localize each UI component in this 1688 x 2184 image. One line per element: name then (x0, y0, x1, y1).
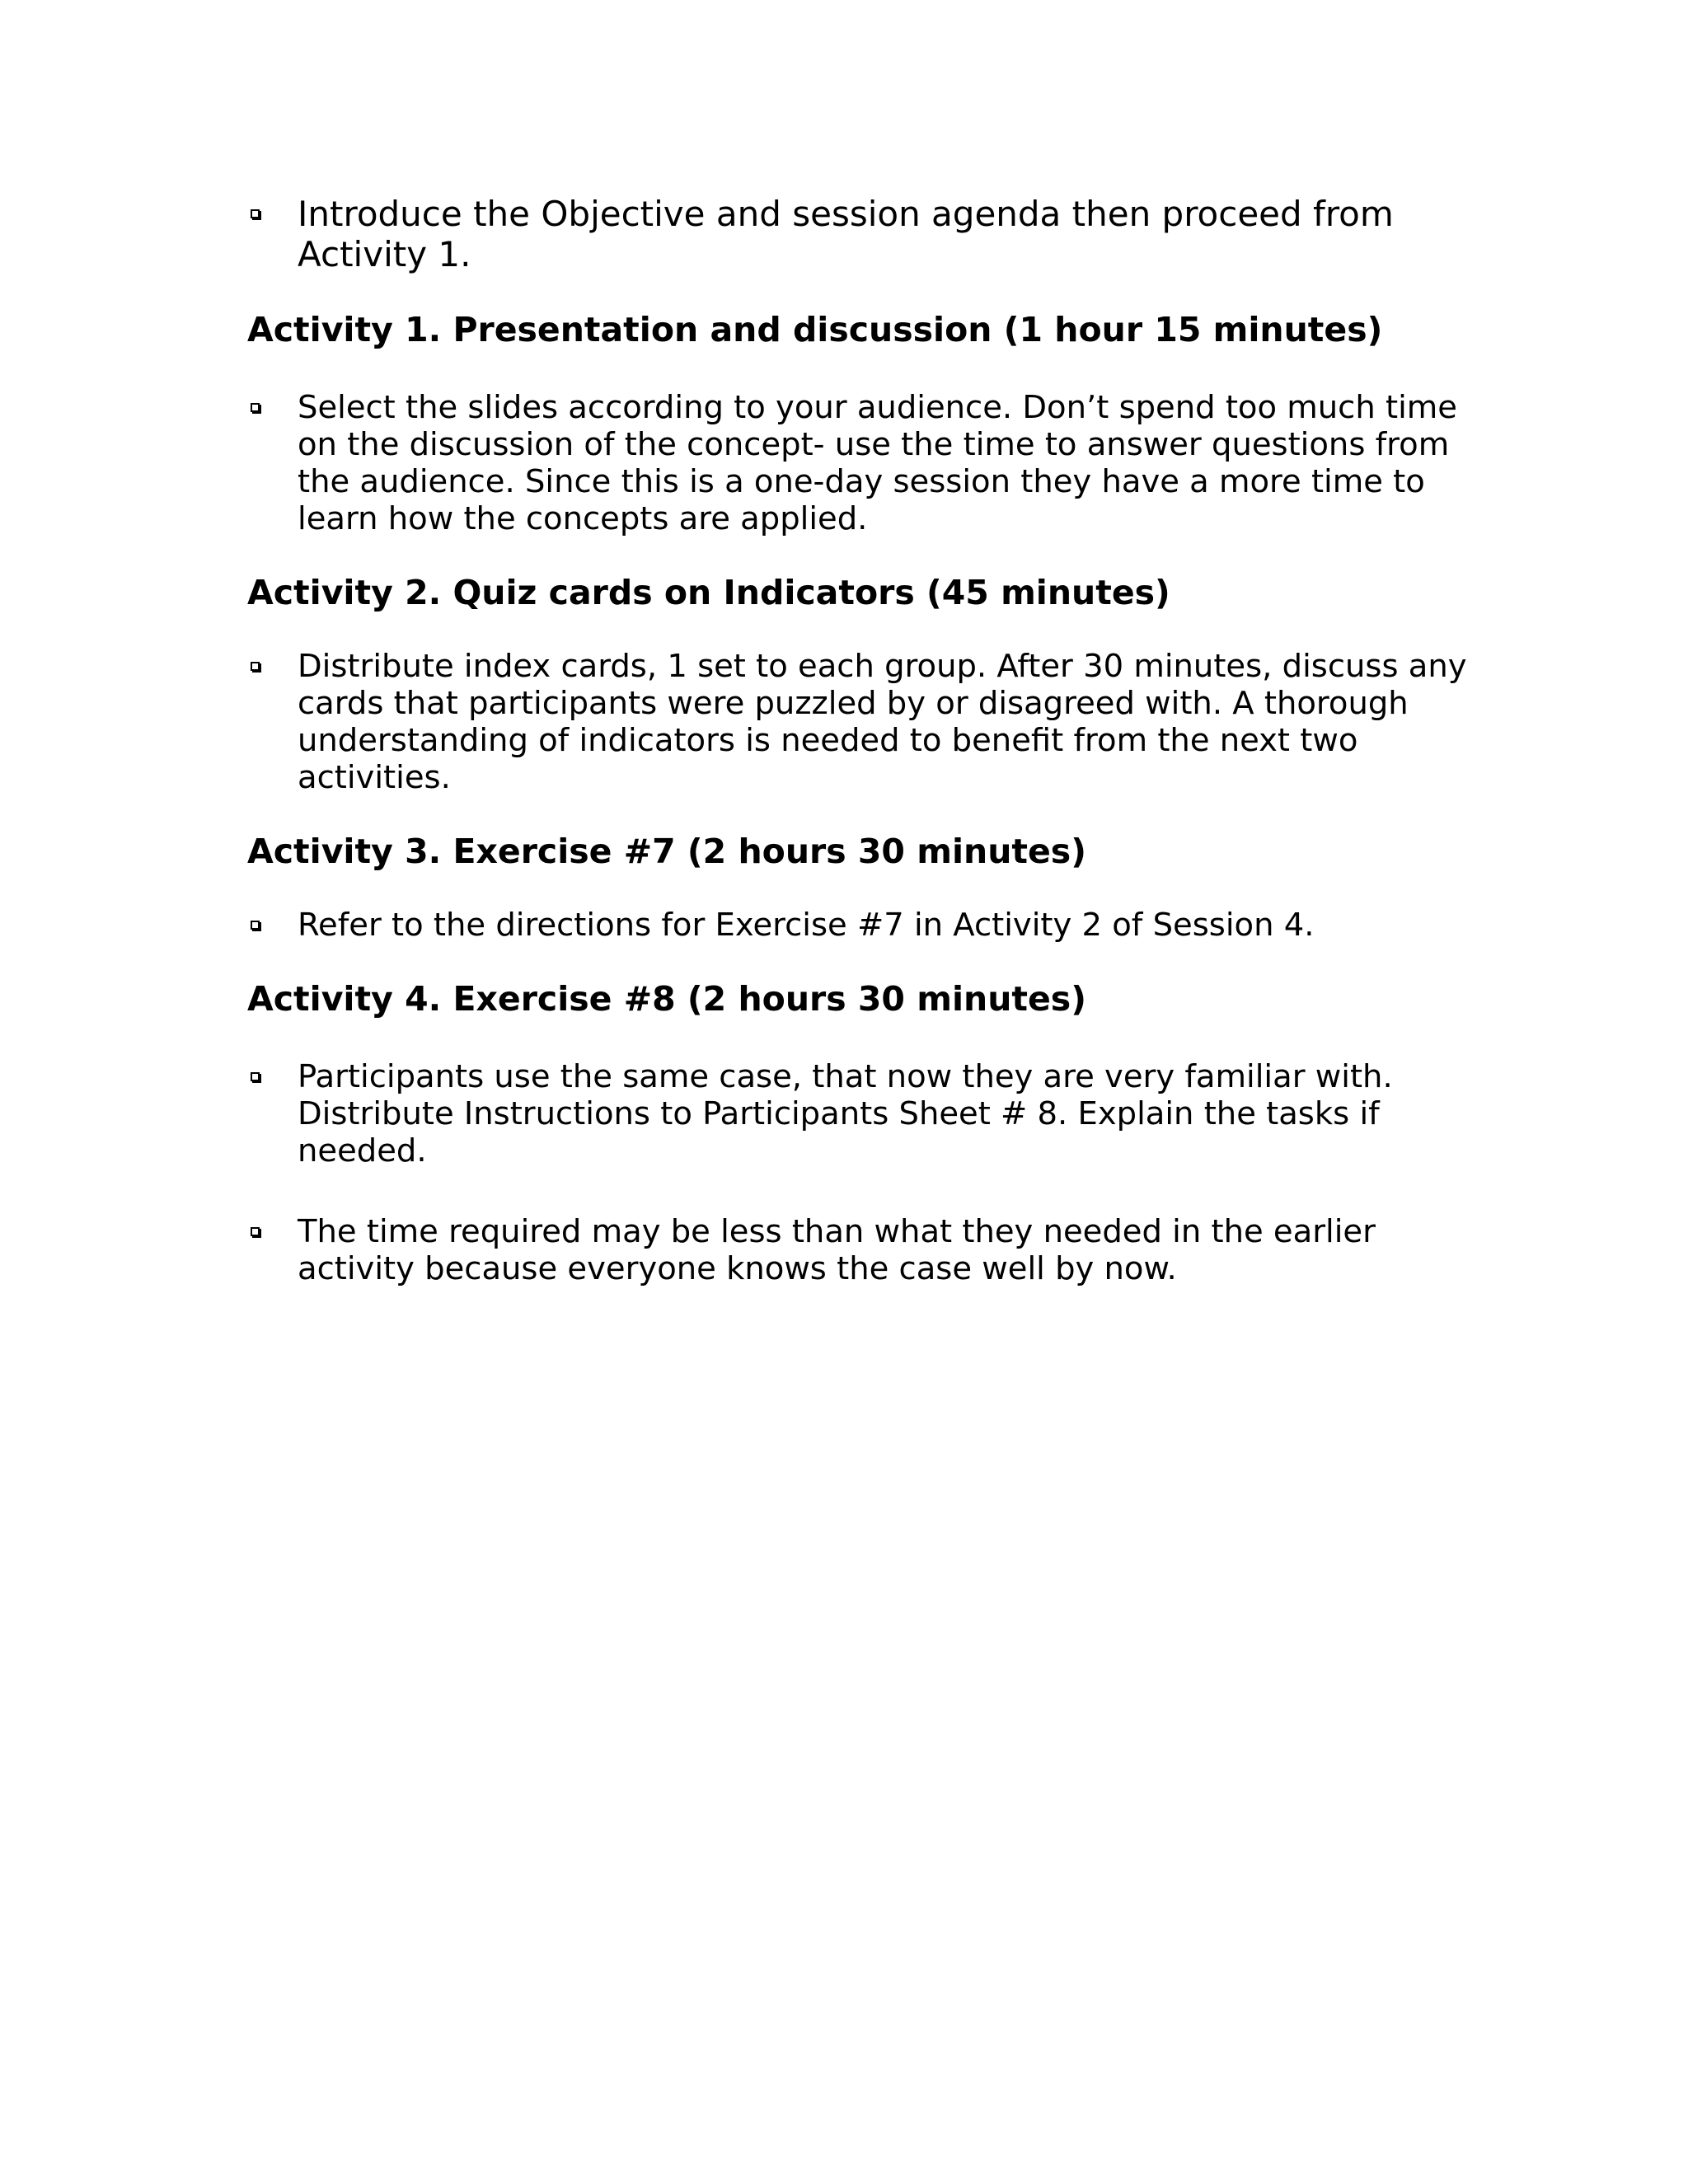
checkbox-bullet-icon (251, 209, 260, 218)
bullet-text: Distribute index cards, 1 set to each group. After 30 minutes, discuss any cards that participants were puzzled by or disagreed with. A thorough understanding of indicators is needed to benefit from the next two activities. (298, 648, 1467, 796)
bullet-text: The time required may be less than what they needed in the earlier activity because everyone knows the case well by now. (298, 1213, 1376, 1287)
activity-2-bullet-1 (247, 648, 1501, 796)
activity-1-heading: Activity 1. Presentation and discussion (1 hour 15 minutes) (247, 310, 1383, 349)
checkbox-bullet-icon (251, 1072, 260, 1081)
bullet-text: Participants use the same case, that now they are very familiar with. Distribute Instructions to Participants Sheet # 8. Explain the tasks if needed. (298, 1058, 1393, 1169)
activity-3-bullet-1 (247, 907, 1501, 944)
document-page (247, 194, 1467, 1287)
intro-text: Introduce the Objective and session agenda then proceed from Activity 1. (298, 194, 1394, 274)
activity-1-bullet-1 (247, 389, 1501, 537)
activity-2-heading: Activity 2. Quiz cards on Indicators (45 minutes) (247, 573, 1170, 612)
activity-4-bullet-1 (247, 1058, 1501, 1169)
activity-4-heading: Activity 4. Exercise #8 (2 hours 30 minutes) (247, 979, 1086, 1019)
checkbox-bullet-icon (251, 403, 260, 412)
intro-bullet (247, 194, 1451, 274)
checkbox-bullet-icon (251, 1227, 260, 1236)
activity-3-heading: Activity 3. Exercise #7 (2 hours 30 minutes) (247, 832, 1086, 871)
checkbox-bullet-icon (251, 662, 260, 671)
activity-4-bullet-2 (247, 1213, 1501, 1287)
checkbox-bullet-icon (251, 921, 260, 930)
bullet-text: Select the slides according to your audience. Don’t spend too much time on the discussion of the concept- use the time to answer questions from the audience. Since this is a one-day session they have a more time to learn how the concepts are applied. (298, 389, 1457, 537)
bullet-text: Refer to the directions for Exercise #7 in Activity 2 of Session 4. (298, 907, 1315, 944)
